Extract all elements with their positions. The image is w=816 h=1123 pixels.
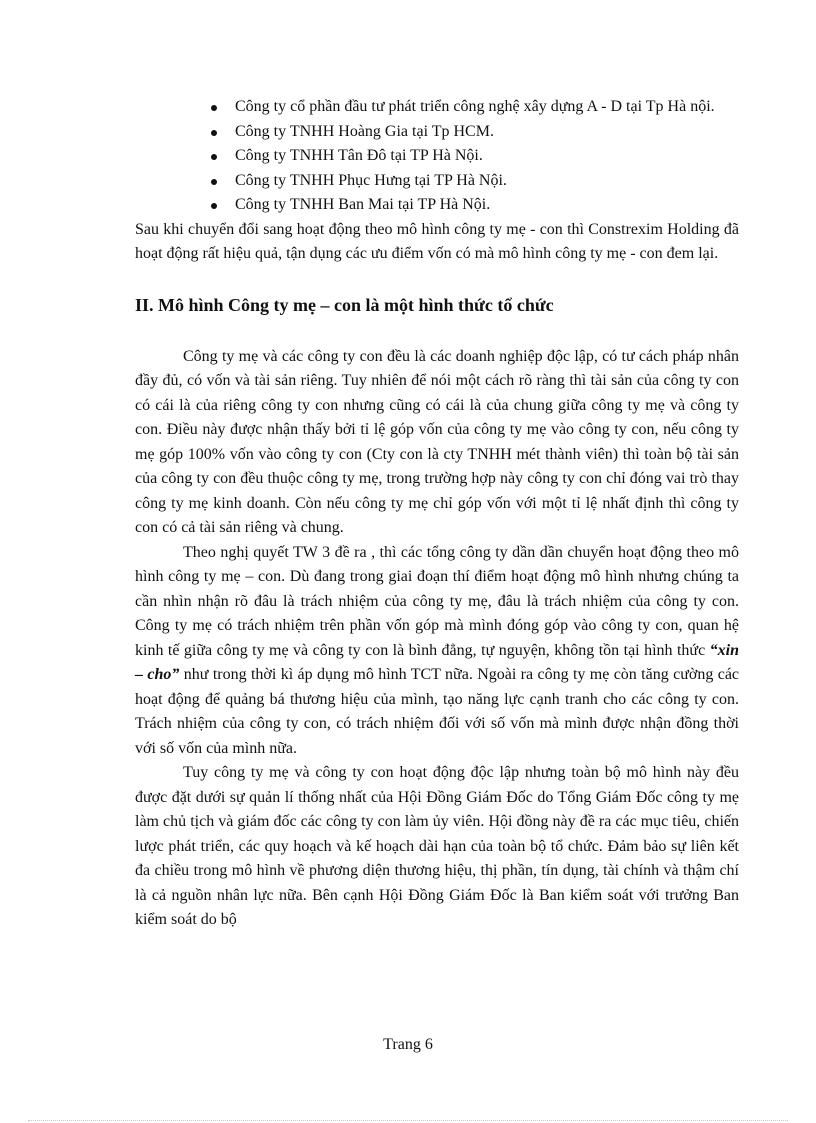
list-item-text: Công ty TNHH Hoàng Gia tại Tp HCM. [235,122,494,140]
list-item-text: Công ty TNHH Tân Đô tại TP Hà Nội. [235,147,483,164]
paragraph-2-text-a: Theo nghị quyết TW 3 đề ra , thì các tổng công ty dần dần chuyển hoạt động theo mô hình công ty mẹ – con. Dù đang trong giai đoạn thí điểm hoạt động mô hình nhưng chúng ta cần nhìn nhận rõ đâu là trách nhiệm của công ty mẹ, đâu là trách nhiệm của công ty con. Công ty mẹ có trách nhiệm trên phần vốn góp mà mình đóng góp vào công ty con, quan hệ kinh tế giữa công ty mẹ và công ty con là bình đẳng, tự nguyện, không tồn tại hình thức [135,543,739,659]
bullet-icon [211,179,217,185]
list-item [135,95,739,120]
bullet-icon [211,203,217,209]
body-paragraph-2 [135,541,739,762]
body-paragraph-3: Tuy công ty mẹ và công ty con hoạt động độc lập nhưng toàn bộ mô hình này đều được đặt dưới sự quản lí thống nhất của Hội Đồng Giám Đốc do Tổng Giám Đốc công ty mẹ làm chủ tịch và giám đốc các công ty con làm ủy viên. Hội đồng này đề ra các mục tiêu, chiến lược phát triển, các quy hoạch và kế hoạch dài hạn của toàn bộ tổ chức. Đảm bảo sự liên kết đa chiều trong mô hình về phương diện thương hiệu, thị phần, tín dụng, tài chính và thậm chí là cả nguồn nhân lực nữa. Bên cạnh Hội Đồng Giám Đốc là Ban kiểm soát với trưởng Ban kiểm soát do bộ [135,764,739,928]
list-item [135,144,739,169]
list-item-text: Công ty TNHH Ban Mai tại TP Hà Nội. [235,196,491,213]
page-number: Trang 6 [383,1036,433,1053]
page-content [135,95,739,933]
intro-paragraph: Sau khi chuyển đổi sang hoạt động theo mô hình công ty mẹ - con thì Constrexim Holding đã hoạt động rất hiệu quả, tận dụng các ưu điểm vốn có mà mô hình công ty mẹ - con đem lại. [135,220,739,262]
section-heading: II. Mô hình Công ty mẹ – con là một hình thức tổ chức [135,294,554,315]
subsidiary-list [135,95,739,218]
quoted-emphasis: “xin – cho” [135,641,740,683]
list-item [135,120,739,145]
list-item [135,193,739,218]
bullet-icon [211,105,217,111]
bullet-icon [211,154,217,160]
bullet-icon [211,130,217,136]
paragraph-2-text-b: như trong thời kì áp dụng mô hình TCT nữa. Ngoài ra công ty mẹ còn tăng cường các hoạt động để quảng bá thương hiệu của mình, tạo năng lực cạnh tranh cho các công ty con. Trách nhiệm của công ty con, có trách nhiệm đối với số vốn mà mình được nhận đồng thời với số vốn của mình nữa. [135,666,740,757]
list-item-text: Công ty TNHH Phục Hưng tại TP Hà Nội. [235,171,507,189]
list-item [135,169,739,194]
body-paragraph-1: Công ty mẹ và các công ty con đều là các doanh nghiệp độc lập, có tư cách pháp nhân đầy đủ, có vốn và tài sản riêng. Tuy nhiên để nói một cách rõ ràng thì tài sản của công ty con có cái là của riêng công ty con nhưng cũng có cái là của chung giữa công ty mẹ và công ty con. Điều này được nhận thấy bởi tỉ lệ góp vốn của công ty mẹ vào công ty con, nếu công ty mẹ góp 100% vốn vào công ty con (Cty con là cty TNHH mét thành viên) thì toàn bộ tài sản của công ty con đều thuộc công ty mẹ, trong trường hợp này công ty con chỉ đóng vai trò thay công ty mẹ kinh doanh. Còn nếu công ty mẹ chỉ góp vốn với một tỉ lệ nhất định thì công ty con có cả tài sản riêng và chung. [135,347,739,536]
page-bottom-divider [28,1120,788,1121]
list-item-text: Công ty cổ phần đầu tư phát triển công nghệ xây dựng A - D tại Tp Hà nội. [235,98,715,115]
